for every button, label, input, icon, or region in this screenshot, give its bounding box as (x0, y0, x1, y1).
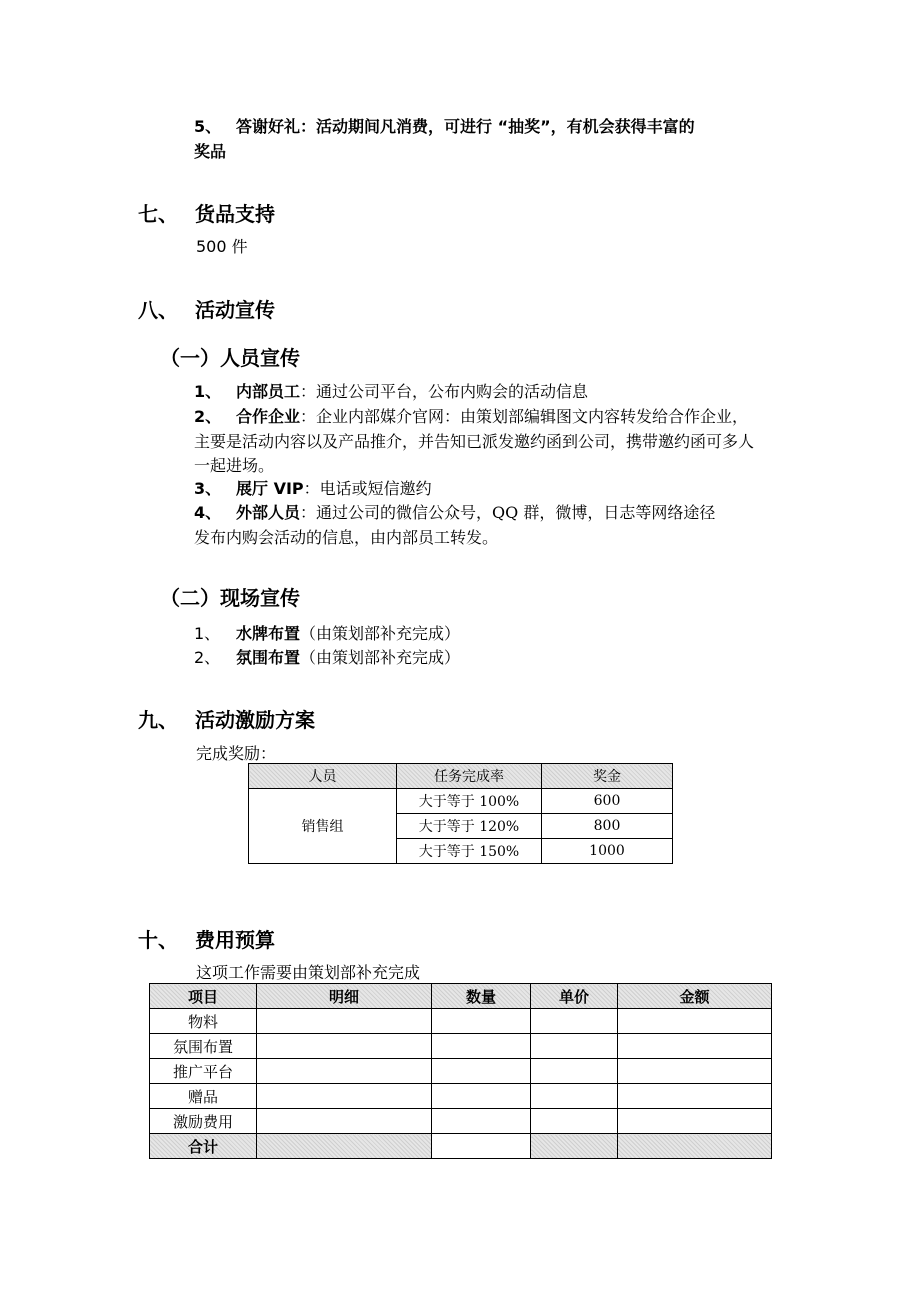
section8-title: 活动宣传 (195, 298, 275, 322)
empty-cell (432, 1084, 531, 1109)
section8-number: 八、 (138, 298, 178, 322)
total-row (150, 1134, 772, 1159)
header-cell: 任务完成率 (397, 764, 542, 789)
empty-cell (618, 1009, 772, 1034)
empty-cell (257, 1009, 432, 1034)
header-cell: 金额 (618, 984, 772, 1009)
empty-cell (618, 1134, 772, 1159)
rate-cell: 大于等于 100% (397, 789, 542, 814)
list-item-label: 氛围布置 (236, 648, 301, 667)
list-item-text: （由策划部补充完成） (300, 624, 461, 643)
empty-cell (531, 1134, 618, 1159)
rate-cell: 大于等于 120% (397, 814, 542, 839)
table-header-row (249, 764, 673, 789)
intro-item-text-cont: 奖品 (194, 142, 227, 161)
list-item-text: ：电话或短信邀约 (303, 479, 432, 498)
item-cell: 激励费用 (150, 1109, 257, 1134)
empty-cell (432, 1059, 531, 1084)
bonus-cell: 800 (542, 814, 673, 839)
section7-title: 货品支持 (195, 202, 275, 226)
empty-cell (531, 1059, 618, 1084)
list-item (236, 621, 460, 644)
budget-table (149, 983, 772, 1159)
section7-body: 500 件 (196, 237, 248, 256)
total-label-cell: 合计 (150, 1134, 257, 1159)
item-cell: 氛围布置 (150, 1034, 257, 1059)
list-item-text: ：通过公司平台，公布内购会的活动信息 (300, 382, 589, 401)
sub1-title: （一）人员宣传 (160, 346, 300, 370)
table-row (150, 1059, 772, 1084)
section7-number: 七、 (138, 202, 178, 226)
item-cell: 物料 (150, 1009, 257, 1034)
list-item (236, 476, 432, 499)
list-item-text: ：通过公司的微信公众号，QQ 群，微博，日志等网络途径 (300, 503, 716, 522)
section9-intro: 完成奖励： (196, 744, 277, 763)
header-cell: 奖金 (542, 764, 673, 789)
empty-cell (257, 1109, 432, 1134)
intro-item-text: 答谢好礼：活动期间凡消费，可进行 “抽奖”，有机会获得丰富的 (236, 117, 695, 136)
empty-cell (432, 1034, 531, 1059)
list-item-number: 1、 (194, 624, 221, 643)
empty-cell (257, 1034, 432, 1059)
list-item-cont: 主要是活动内容以及产品推介，并告知已派发邀约函到公司，携带邀约函可多人 (194, 432, 755, 451)
table-row (150, 1034, 772, 1059)
empty-cell (531, 1109, 618, 1134)
empty-cell (618, 1084, 772, 1109)
empty-cell (432, 1134, 531, 1159)
sub2-title: （二）现场宣传 (160, 586, 300, 610)
empty-cell (618, 1034, 772, 1059)
bonus-cell: 600 (542, 789, 673, 814)
empty-cell (531, 1034, 618, 1059)
table-row (150, 1109, 772, 1134)
section9-number: 九、 (138, 708, 178, 732)
list-item (236, 404, 748, 427)
list-item-number: 2、 (194, 407, 222, 426)
empty-cell (257, 1059, 432, 1084)
header-cell: 项目 (150, 984, 257, 1009)
list-item-number: 4、 (194, 503, 222, 522)
section9-title: 活动激励方案 (195, 708, 315, 732)
header-cell: 明细 (257, 984, 432, 1009)
section10-intro: 这项工作需要由策划部补充完成 (196, 963, 421, 982)
list-item-number: 1、 (194, 382, 222, 401)
list-item-label: 内部员工 (236, 382, 301, 401)
item-cell: 赠品 (150, 1084, 257, 1109)
list-item-cont: 发布内购会活动的信息，由内部员工转发。 (194, 528, 499, 547)
empty-cell (432, 1109, 531, 1134)
list-item-label: 合作企业 (236, 407, 301, 426)
list-item-label: 水牌布置 (236, 624, 301, 643)
section10-title: 费用预算 (195, 928, 275, 952)
empty-cell (618, 1109, 772, 1134)
header-cell: 人员 (249, 764, 397, 789)
header-cell: 单价 (531, 984, 618, 1009)
list-item-text: ：企业内部媒介官网：由策划部编辑图文内容转发给合作企业， (300, 407, 749, 426)
empty-cell (531, 1084, 618, 1109)
bonus-cell: 1000 (542, 839, 673, 864)
empty-cell (432, 1009, 531, 1034)
empty-cell (257, 1134, 432, 1159)
list-item-label: 展厅 VIP (236, 479, 304, 498)
rate-cell: 大于等于 150% (397, 839, 542, 864)
group-cell: 销售组 (249, 789, 397, 864)
item-cell: 推广平台 (150, 1059, 257, 1084)
list-item (236, 500, 715, 523)
table-row (150, 1084, 772, 1109)
empty-cell (257, 1084, 432, 1109)
table-row (150, 1009, 772, 1034)
empty-cell (531, 1009, 618, 1034)
section10-number: 十、 (138, 928, 178, 952)
header-cell: 数量 (432, 984, 531, 1009)
list-item-number: 3、 (194, 479, 222, 498)
table-header-row (150, 984, 772, 1009)
list-item-text: （由策划部补充完成） (300, 648, 461, 667)
list-item-label: 外部人员 (236, 503, 301, 522)
table-row (249, 789, 673, 814)
intro-item-number: 5、 (194, 117, 222, 136)
reward-table (248, 763, 673, 864)
list-item-cont: 一起进场。 (194, 456, 275, 475)
list-item-number: 2、 (194, 648, 221, 667)
list-item (236, 379, 588, 402)
empty-cell (618, 1059, 772, 1084)
list-item (236, 645, 460, 668)
